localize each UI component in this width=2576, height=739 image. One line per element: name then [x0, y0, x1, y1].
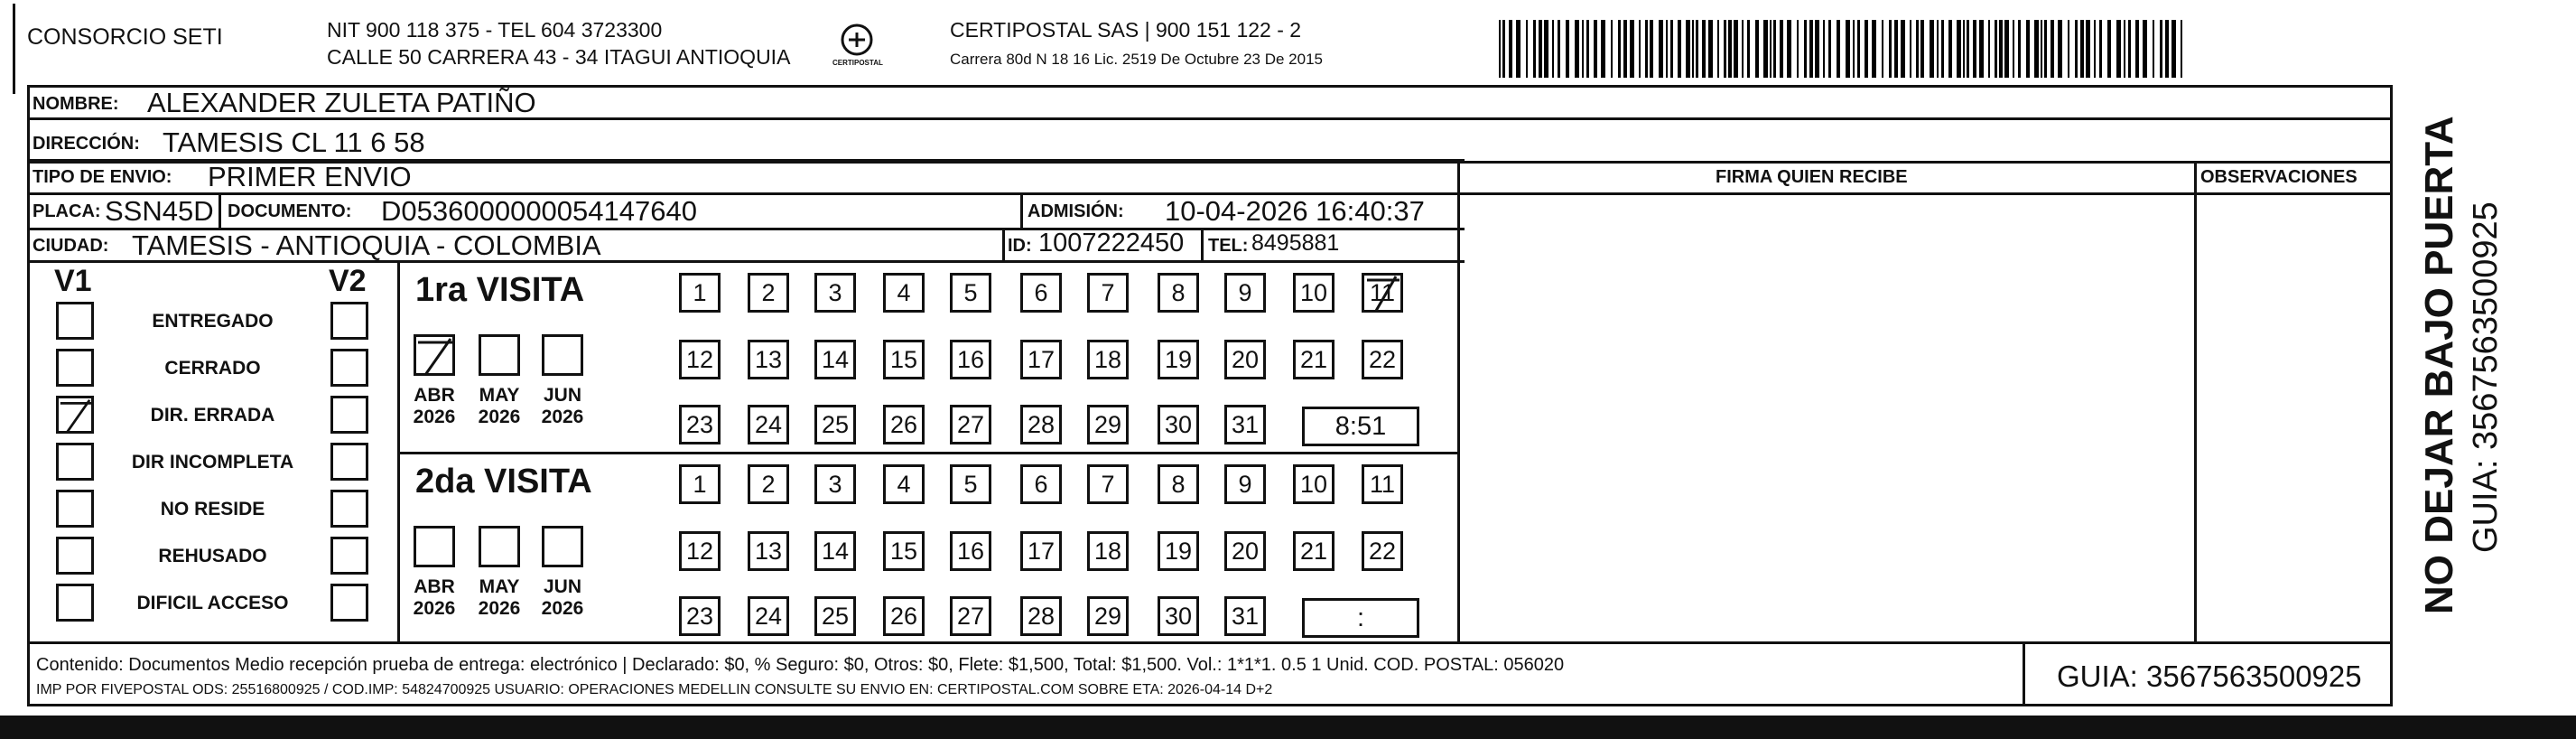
- day-number: 10: [1299, 278, 1328, 306]
- barcode-bar: [1728, 20, 1732, 78]
- day-number: 2: [761, 470, 776, 498]
- day-number: 25: [821, 602, 850, 630]
- day-box[interactable]: [883, 531, 925, 571]
- day-number: 24: [754, 410, 783, 438]
- barcode-bar: [1539, 20, 1542, 78]
- barcode-bar: [1910, 20, 1911, 78]
- barcode-bar: [1837, 20, 1840, 78]
- side-warning: NO DEJAR BAJO PUERTA: [2417, 116, 2461, 614]
- day-box[interactable]: [950, 464, 991, 504]
- v2-checkbox[interactable]: [330, 490, 368, 528]
- barcode-bar: [2080, 20, 2084, 78]
- day-number: 16: [956, 345, 985, 373]
- barcode-bar: [1639, 20, 1641, 78]
- day-number: 11: [1369, 278, 1396, 306]
- barcode-bar: [1967, 20, 1969, 78]
- day-box[interactable]: [1158, 596, 1199, 636]
- barcode-bar: [2153, 20, 2154, 78]
- day-box[interactable]: [1087, 273, 1129, 313]
- barcode-bar: [2160, 20, 2162, 78]
- barcode-bar: [1988, 20, 1990, 78]
- company-name: CONSORCIO SETI: [27, 24, 223, 50]
- day-box[interactable]: [1224, 405, 1266, 444]
- status-option-label: DIR. ERRADA: [150, 405, 275, 426]
- barcode-bar: [1930, 20, 1934, 78]
- v2-checkbox[interactable]: [330, 396, 368, 434]
- v2-checkbox[interactable]: [330, 302, 368, 340]
- visit2-title: 2da VISITA: [415, 463, 592, 500]
- barcode-bar: [1623, 20, 1627, 78]
- barcode-bar: [1586, 20, 1589, 78]
- day-box[interactable]: [679, 531, 721, 571]
- barcode: [1499, 0, 2212, 90]
- tel-label: TEL:: [1208, 236, 1249, 256]
- day-box[interactable]: [748, 340, 789, 379]
- day-number: 13: [754, 537, 783, 565]
- day-box[interactable]: [679, 340, 721, 379]
- month-checkbox[interactable]: [479, 526, 520, 567]
- day-number: 13: [754, 345, 783, 373]
- barcode-bar: [1804, 20, 1807, 78]
- month-label: JUN 2026: [541, 385, 584, 427]
- day-number: 17: [1027, 537, 1056, 565]
- barcode-bar: [1828, 20, 1831, 78]
- month-checkbox[interactable]: [542, 526, 583, 567]
- day-number: 8: [1171, 278, 1186, 306]
- barcode-bar: [1601, 20, 1605, 78]
- day-number: 16: [956, 537, 985, 565]
- day-box[interactable]: [748, 464, 789, 504]
- barcode-bar: [2107, 20, 2111, 78]
- barcode-bar: [1686, 20, 1690, 78]
- recipient-address: TAMESIS CL 11 6 58: [163, 126, 425, 158]
- barcode-bar: [1823, 20, 1825, 78]
- day-number: 6: [1034, 470, 1048, 498]
- send-type: PRIMER ENVIO: [208, 161, 412, 192]
- day-number: 19: [1164, 537, 1193, 565]
- barcode-bar: [2116, 20, 2121, 78]
- day-number: 15: [889, 345, 918, 373]
- recipient-name: ALEXANDER ZULETA PATIÑO: [147, 87, 536, 118]
- barcode-bar: [1544, 20, 1548, 78]
- time-box[interactable]: :: [1302, 598, 1419, 638]
- barcode-bar: [2041, 20, 2042, 78]
- barcode-bar: [2058, 20, 2062, 78]
- status-option-label: DIR INCOMPLETA: [131, 452, 294, 472]
- month-label: MAY 2026: [478, 385, 521, 427]
- month-label: ABR 2026: [413, 576, 456, 619]
- v1-checkbox[interactable]: [56, 443, 94, 481]
- barcode-bar: [1499, 20, 1501, 78]
- barcode-bar: [1516, 20, 1520, 78]
- day-box[interactable]: [679, 464, 721, 504]
- status-option-label: DIFICIL ACCESO: [136, 593, 289, 613]
- v1-label: V1: [54, 264, 92, 298]
- day-number: 8: [1171, 470, 1186, 498]
- barcode-bar: [1941, 20, 1944, 78]
- barcode-bar: [2128, 20, 2131, 78]
- day-number: 22: [1368, 537, 1397, 565]
- day-box[interactable]: [1293, 340, 1334, 379]
- day-number: 9: [1238, 278, 1252, 306]
- barcode-bar: [2051, 20, 2054, 78]
- day-number: 7: [1101, 278, 1115, 306]
- day-number: 14: [821, 345, 850, 373]
- barcode-bar: [2181, 20, 2182, 78]
- id-value: 1007222450: [1038, 229, 1185, 257]
- side-guia: GUIA: 3567563500925: [2467, 201, 2505, 553]
- barcode-bar: [1948, 20, 1952, 78]
- barcode-bar: [1853, 20, 1855, 78]
- day-box[interactable]: [883, 405, 925, 444]
- barcode-bar: [1995, 20, 1997, 78]
- month-checkbox[interactable]: [414, 526, 455, 567]
- content-line: Contenido: Documentos Medio recepción prueba de entrega: electrónico | Declarado: $0, % Seguro: $0, Otros: $0, Flete: $1,500, Total: $1,500. Vol.: 1*1*1. 0.5 1 Unid. COD. POSTAL: 056020: [36, 655, 1565, 675]
- barcode-bar: [1797, 20, 1799, 78]
- day-box[interactable]: [1362, 273, 1403, 313]
- day-box[interactable]: [1224, 596, 1266, 636]
- day-number: 26: [889, 602, 918, 630]
- day-number: 24: [754, 602, 783, 630]
- bottom-stripe: [0, 716, 2576, 739]
- day-box[interactable]: [748, 405, 789, 444]
- day-box[interactable]: [1293, 531, 1334, 571]
- day-box[interactable]: [950, 405, 991, 444]
- day-box[interactable]: [1020, 340, 1062, 379]
- barcode-bar: [1901, 20, 1905, 78]
- barcode-bar: [1696, 20, 1698, 78]
- city-value: TAMESIS - ANTIOQUIA - COLOMBIA: [132, 229, 601, 261]
- month-checkbox[interactable]: [479, 334, 520, 376]
- barcode-bar: [2086, 20, 2090, 78]
- day-number: 12: [685, 537, 714, 565]
- day-box[interactable]: [883, 596, 925, 636]
- barcode-bar: [1702, 20, 1706, 78]
- address-line: CALLE 50 CARRERA 43 - 34 ITAGUI ANTIOQUIA: [327, 45, 791, 69]
- day-number: 19: [1164, 345, 1193, 373]
- plate-label: PLACA:: [33, 201, 101, 221]
- day-box[interactable]: [748, 273, 789, 313]
- day-number: 7: [1101, 470, 1115, 498]
- barcode-bar: [2135, 20, 2139, 78]
- barcode-bar: [1708, 20, 1713, 78]
- barcode-bar: [1566, 20, 1569, 78]
- barcode-bar: [1846, 20, 1850, 78]
- barcode-bar: [2171, 20, 2176, 78]
- day-box[interactable]: [1020, 405, 1062, 444]
- day-number: 10: [1299, 470, 1328, 498]
- carrier-line: CERTIPOSTAL SAS | 900 151 122 - 2: [950, 18, 1302, 42]
- barcode-bar: [1659, 20, 1663, 78]
- barcode-bar: [1611, 20, 1613, 78]
- logo-text: CERTIPOSTAL: [832, 59, 883, 67]
- barcode-bar: [2094, 20, 2096, 78]
- v2-checkbox[interactable]: [330, 349, 368, 387]
- barcode-bar: [2099, 20, 2102, 78]
- day-box[interactable]: [1087, 405, 1129, 444]
- barcode-bar: [1815, 20, 1819, 78]
- status-option-label: ENTREGADO: [152, 311, 274, 332]
- v2-checkbox[interactable]: [330, 443, 368, 481]
- v2-checkbox[interactable]: [330, 584, 368, 622]
- barcode-bar: [1787, 20, 1791, 78]
- barcode-bar: [1630, 20, 1634, 78]
- day-box[interactable]: [1020, 273, 1062, 313]
- day-box[interactable]: [950, 340, 991, 379]
- barcode-bar: [1742, 20, 1744, 78]
- barcode-bar: [2004, 20, 2009, 78]
- day-box[interactable]: [1158, 464, 1199, 504]
- day-number: 29: [1093, 602, 1122, 630]
- day-number: 3: [828, 470, 842, 498]
- day-box[interactable]: [1087, 340, 1129, 379]
- document-value: D0536000000054147640: [381, 195, 697, 227]
- day-number: 31: [1231, 410, 1260, 438]
- day-box[interactable]: [679, 273, 721, 313]
- barcode-bar: [1558, 20, 1560, 78]
- status-option-label: CERRADO: [164, 358, 261, 379]
- barcode-bar: [2075, 20, 2078, 78]
- day-number: 5: [963, 470, 978, 498]
- day-box[interactable]: [814, 464, 856, 504]
- barcode-bar: [1552, 20, 1554, 78]
- day-box[interactable]: [748, 531, 789, 571]
- day-number: 20: [1231, 345, 1260, 373]
- barcode-bar: [1865, 20, 1868, 78]
- day-box[interactable]: [1362, 464, 1403, 504]
- day-number: 1: [693, 278, 707, 306]
- barcode-bar: [1717, 20, 1719, 78]
- day-box[interactable]: [1158, 340, 1199, 379]
- day-box[interactable]: [1362, 531, 1403, 571]
- day-number: 31: [1231, 602, 1260, 630]
- day-box[interactable]: [1087, 531, 1129, 571]
- v1-checkbox[interactable]: [56, 584, 94, 622]
- day-number: 11: [1369, 470, 1396, 498]
- tel-value: 8495881: [1251, 230, 1340, 256]
- admission-value: 10-04-2026 16:40:37: [1165, 195, 1425, 227]
- barcode-bar: [1650, 20, 1653, 78]
- day-box[interactable]: [950, 531, 991, 571]
- status-option-label: NO RESIDE: [160, 499, 265, 519]
- day-number: 6: [1034, 278, 1048, 306]
- barcode-bar: [1575, 20, 1579, 78]
- day-box[interactable]: [1020, 531, 1062, 571]
- admission-label: ADMISIÓN:: [1028, 201, 1124, 221]
- day-box[interactable]: [1020, 596, 1062, 636]
- barcode-bar: [1509, 20, 1512, 78]
- barcode-bar: [1937, 20, 1939, 78]
- day-number: 3: [828, 278, 842, 306]
- document-label: DOCUMENTO:: [228, 201, 352, 221]
- day-number: 2: [761, 278, 776, 306]
- barcode-bar: [1973, 20, 1976, 78]
- day-box[interactable]: [1224, 273, 1266, 313]
- barcode-bar: [1979, 20, 1984, 78]
- day-box[interactable]: [814, 340, 856, 379]
- day-box[interactable]: [883, 340, 925, 379]
- barcode-bar: [1763, 20, 1768, 78]
- day-number: 15: [889, 537, 918, 565]
- day-number: 4: [897, 470, 911, 498]
- status-option-label: REHUSADO: [158, 546, 267, 566]
- barcode-bar: [1770, 20, 1772, 78]
- day-number: 4: [897, 278, 911, 306]
- v1-checkbox[interactable]: [56, 396, 94, 434]
- barcode-bar: [1502, 20, 1505, 78]
- barcode-bar: [2018, 20, 2021, 78]
- day-number: 28: [1027, 410, 1056, 438]
- barcode-bar: [1809, 20, 1813, 78]
- day-number: 9: [1238, 470, 1252, 498]
- barcode-bar: [1533, 20, 1536, 78]
- v1-checkbox[interactable]: [56, 349, 94, 387]
- day-number: 30: [1164, 602, 1193, 630]
- barcode-bar: [1780, 20, 1783, 78]
- day-number: 18: [1093, 345, 1122, 373]
- barcode-bar: [1916, 20, 1919, 78]
- signature-header: FIRMA QUIEN RECIBE: [1716, 167, 1908, 187]
- footer-guia: GUIA: 3567563500925: [2057, 659, 2362, 693]
- day-box[interactable]: [1362, 340, 1403, 379]
- barcode-bar: [1678, 20, 1681, 78]
- barcode-bar: [2044, 20, 2047, 78]
- day-number: 22: [1368, 345, 1397, 373]
- day-box[interactable]: [883, 464, 925, 504]
- day-box[interactable]: [1224, 340, 1266, 379]
- day-number: 21: [1299, 345, 1328, 373]
- day-number: 12: [685, 345, 714, 373]
- day-box[interactable]: [1224, 464, 1266, 504]
- nit-line: NIT 900 118 375 - TEL 604 3723300: [327, 18, 663, 42]
- barcode-bar: [1872, 20, 1876, 78]
- plate-value: SSN45D: [105, 195, 214, 227]
- day-number: 17: [1027, 345, 1056, 373]
- barcode-bar: [2026, 20, 2030, 78]
- day-box[interactable]: [679, 405, 721, 444]
- v2-checkbox[interactable]: [330, 537, 368, 575]
- day-box[interactable]: [679, 596, 721, 636]
- barcode-bar: [1724, 20, 1726, 78]
- day-box[interactable]: [883, 273, 925, 313]
- v1-checkbox[interactable]: [56, 302, 94, 340]
- id-label: ID:: [1008, 236, 1032, 256]
- month-checkbox[interactable]: [414, 334, 455, 376]
- month-label: ABR 2026: [413, 385, 456, 427]
- day-number: 14: [821, 537, 850, 565]
- barcode-bar: [1755, 20, 1759, 78]
- barcode-bar: [1957, 20, 1961, 78]
- barcode-bar: [2165, 20, 2169, 78]
- day-box[interactable]: [748, 596, 789, 636]
- barcode-bar: [1999, 20, 2003, 78]
- day-number: 23: [685, 602, 714, 630]
- v1-checkbox[interactable]: [56, 490, 94, 528]
- day-box[interactable]: [1087, 596, 1129, 636]
- barcode-bar: [1894, 20, 1898, 78]
- barcode-bar: [2124, 20, 2125, 78]
- day-number: 25: [821, 410, 850, 438]
- day-number: 28: [1027, 602, 1056, 630]
- day-box[interactable]: [1293, 464, 1334, 504]
- barcode-bar: [1618, 20, 1621, 78]
- day-number: 27: [956, 410, 985, 438]
- barcode-bar: [1594, 20, 1597, 78]
- observations-header: OBSERVACIONES: [2200, 167, 2357, 187]
- day-box[interactable]: [814, 531, 856, 571]
- day-box[interactable]: [1158, 531, 1199, 571]
- day-box[interactable]: [814, 405, 856, 444]
- day-number: 5: [963, 278, 978, 306]
- day-number: 20: [1231, 537, 1260, 565]
- v1-checkbox[interactable]: [56, 537, 94, 575]
- day-number: 29: [1093, 410, 1122, 438]
- name-label: NOMBRE:: [33, 94, 119, 114]
- day-box[interactable]: [1224, 531, 1266, 571]
- barcode-bar: [2068, 20, 2069, 78]
- barcode-bar: [1963, 20, 1965, 78]
- barcode-bar: [1526, 20, 1528, 78]
- day-box[interactable]: [1158, 405, 1199, 444]
- day-box[interactable]: [950, 273, 991, 313]
- certipostal-logo-icon: [832, 22, 881, 76]
- barcode-bar: [2013, 20, 2014, 78]
- month-label: MAY 2026: [478, 576, 521, 619]
- barcode-bar: [2143, 20, 2147, 78]
- day-number: 30: [1164, 410, 1193, 438]
- barcode-bar: [2034, 20, 2039, 78]
- month-checkbox[interactable]: [542, 334, 583, 376]
- day-number: 27: [956, 602, 985, 630]
- barcode-bar: [1920, 20, 1924, 78]
- barcode-bar: [1882, 20, 1883, 78]
- day-box[interactable]: [950, 596, 991, 636]
- barcode-bar: [1773, 20, 1776, 78]
- barcode-bar: [1747, 20, 1750, 78]
- day-number: 1: [693, 470, 707, 498]
- day-box[interactable]: [1020, 464, 1062, 504]
- day-number: 26: [889, 410, 918, 438]
- barcode-bar: [1857, 20, 1860, 78]
- send-type-label: TIPO DE ENVIO:: [33, 167, 172, 187]
- day-box[interactable]: [1293, 273, 1334, 313]
- day-number: 18: [1093, 537, 1122, 565]
- barcode-bar: [1670, 20, 1673, 78]
- day-number: 21: [1299, 537, 1328, 565]
- day-box[interactable]: [1087, 464, 1129, 504]
- address-label: DIRECCIÓN:: [33, 134, 140, 154]
- barcode-bar: [1734, 20, 1738, 78]
- month-label: JUN 2026: [541, 576, 584, 619]
- barcode-bar: [1645, 20, 1648, 78]
- day-box[interactable]: [1158, 273, 1199, 313]
- time-box[interactable]: 8:51: [1302, 407, 1419, 446]
- day-box[interactable]: [814, 273, 856, 313]
- barcode-bar: [1692, 20, 1694, 78]
- city-label: CIUDAD:: [33, 236, 109, 256]
- v2-label: V2: [329, 264, 367, 298]
- visit1-title: 1ra VISITA: [415, 271, 585, 309]
- barcode-bar: [1889, 20, 1892, 78]
- barcode-bar: [1582, 20, 1584, 78]
- imp-line: IMP POR FIVEPOSTAL ODS: 25516800925 / COD.IMP: 54824700925 USUARIO: OPERACIONES MEDELLIN CONSULTE SU ENVIO EN: CERTIPOSTAL.COM SOBRE ETA: 2026-04-14 D+2: [36, 682, 1273, 697]
- day-box[interactable]: [814, 596, 856, 636]
- barcode-bar: [1666, 20, 1668, 78]
- day-number: 23: [685, 410, 714, 438]
- license-line: Carrera 80d N 18 16 Lic. 2519 De Octubre 23 De 2015: [950, 51, 1323, 68]
